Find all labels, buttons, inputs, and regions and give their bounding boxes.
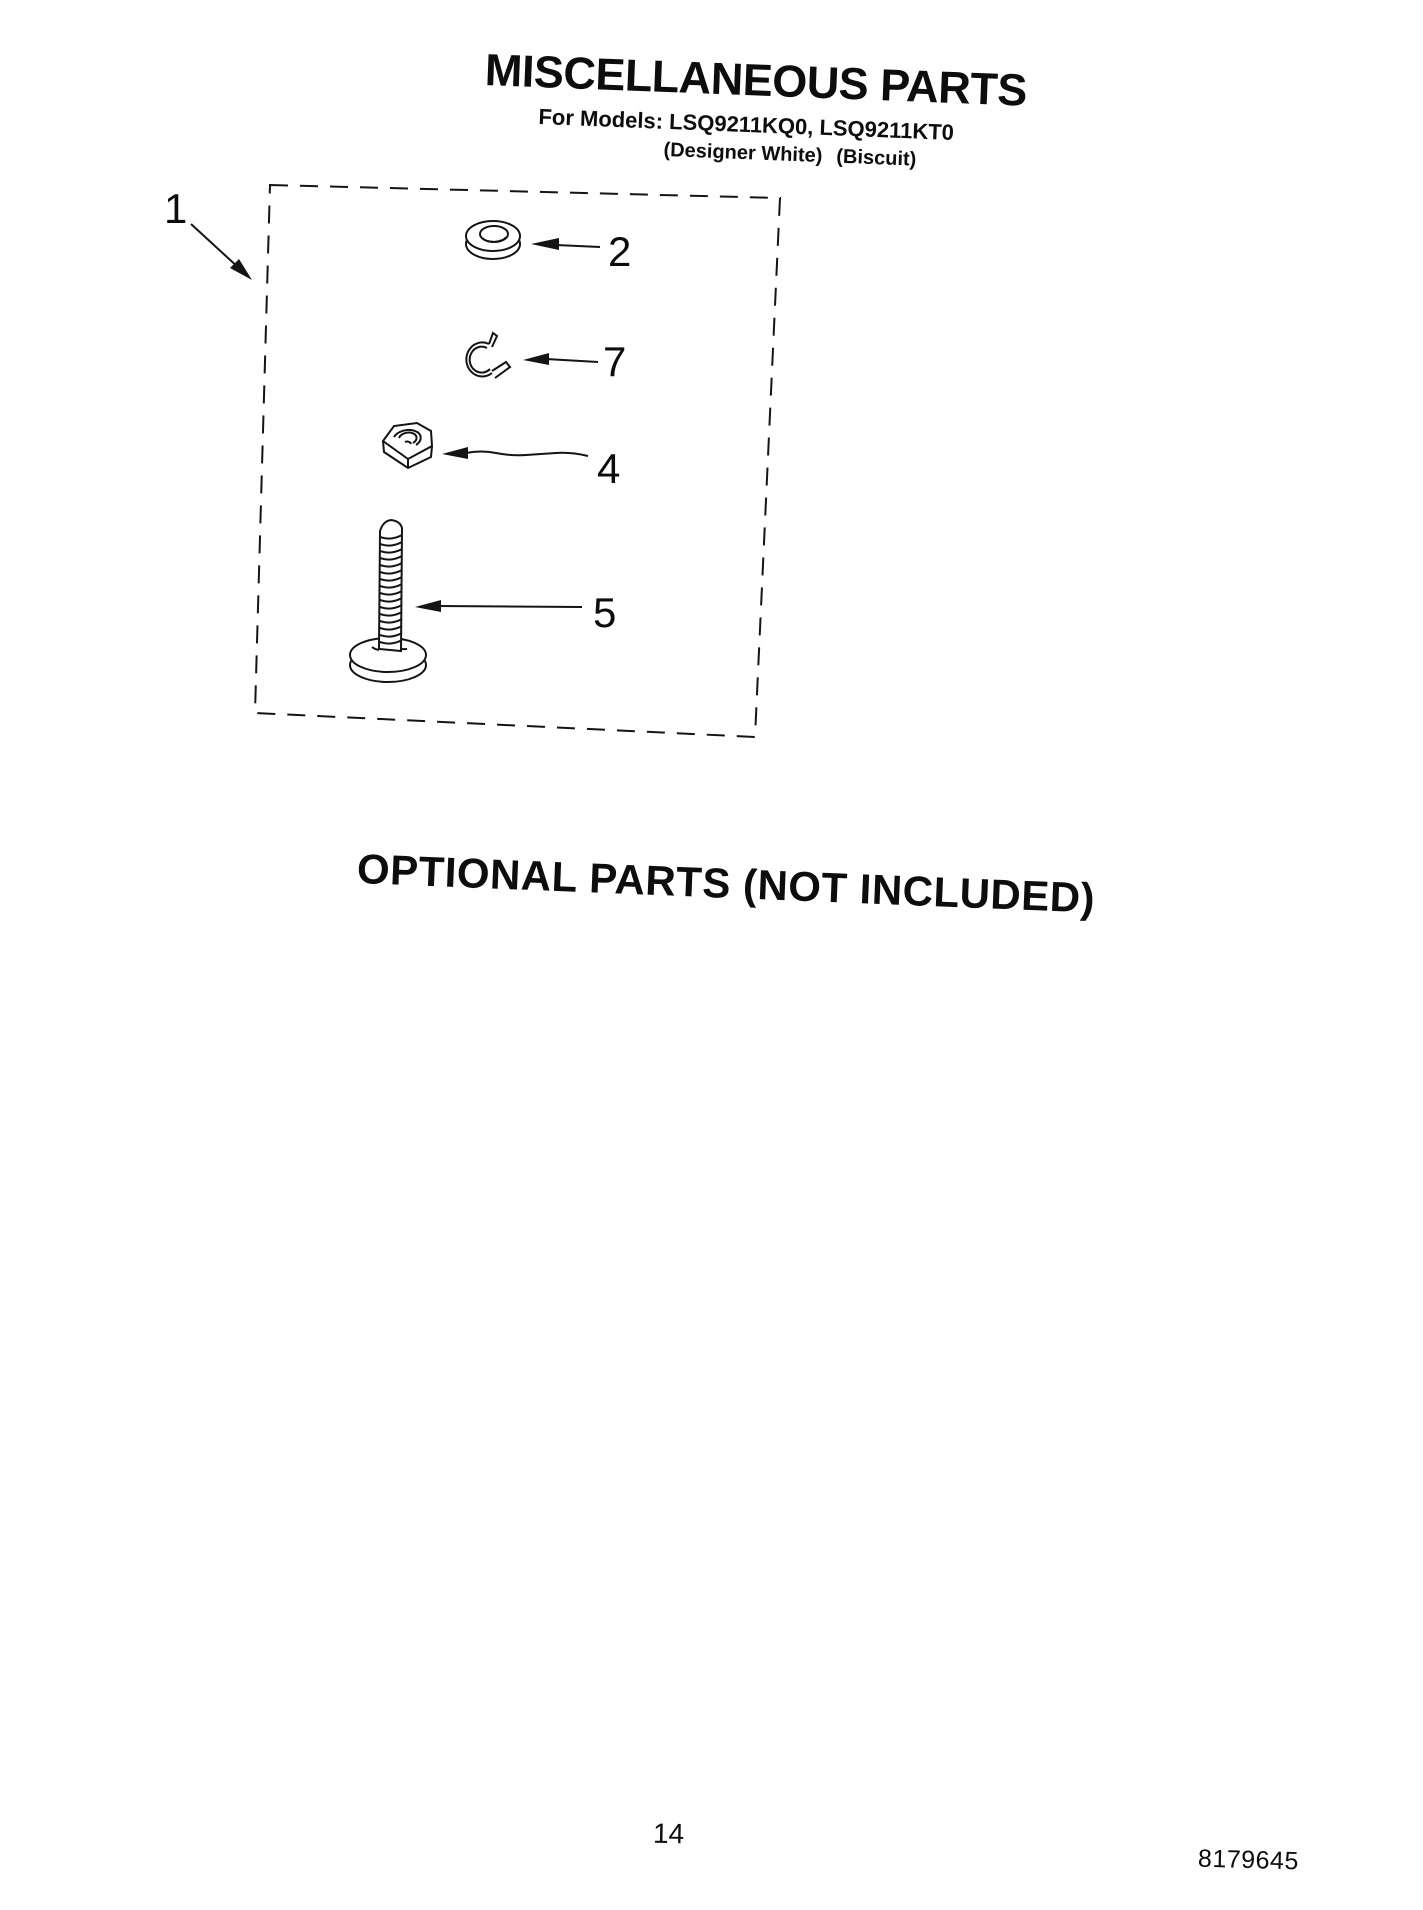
optional-parts-note: OPTIONAL PARTS (NOT INCLUDED) [356,845,1096,922]
callout-arrow-1 [191,224,252,280]
page-number: 14 [652,1817,685,1850]
callout-label-7: 7 [603,338,627,385]
callout-arrow-7 [523,353,598,365]
document-number: 8179645 [1197,1844,1300,1876]
retainer-clip-illustration [466,333,510,378]
callout-label-1: 1 [164,185,188,232]
callout-arrow-5 [415,600,582,612]
page-title: MISCELLANEOUS PARTS [484,44,1028,116]
washer-illustration [466,221,520,259]
models-subtitle: For Models: LSQ9211KQ0, LSQ9211KT0 [538,104,955,145]
finish-designer-white: (Designer White) [663,139,823,168]
hex-nut-illustration [383,423,432,468]
leveling-screw-illustration [350,520,426,682]
callout-label-4: 4 [597,445,621,492]
finish-biscuit: (Biscuit) [835,145,917,171]
callout-arrow-4 [442,447,588,459]
callout-arrow-2 [531,238,600,250]
callout-label-5: 5 [593,589,617,636]
callout-label-2: 2 [608,228,632,275]
parts-group-outline [255,185,780,737]
